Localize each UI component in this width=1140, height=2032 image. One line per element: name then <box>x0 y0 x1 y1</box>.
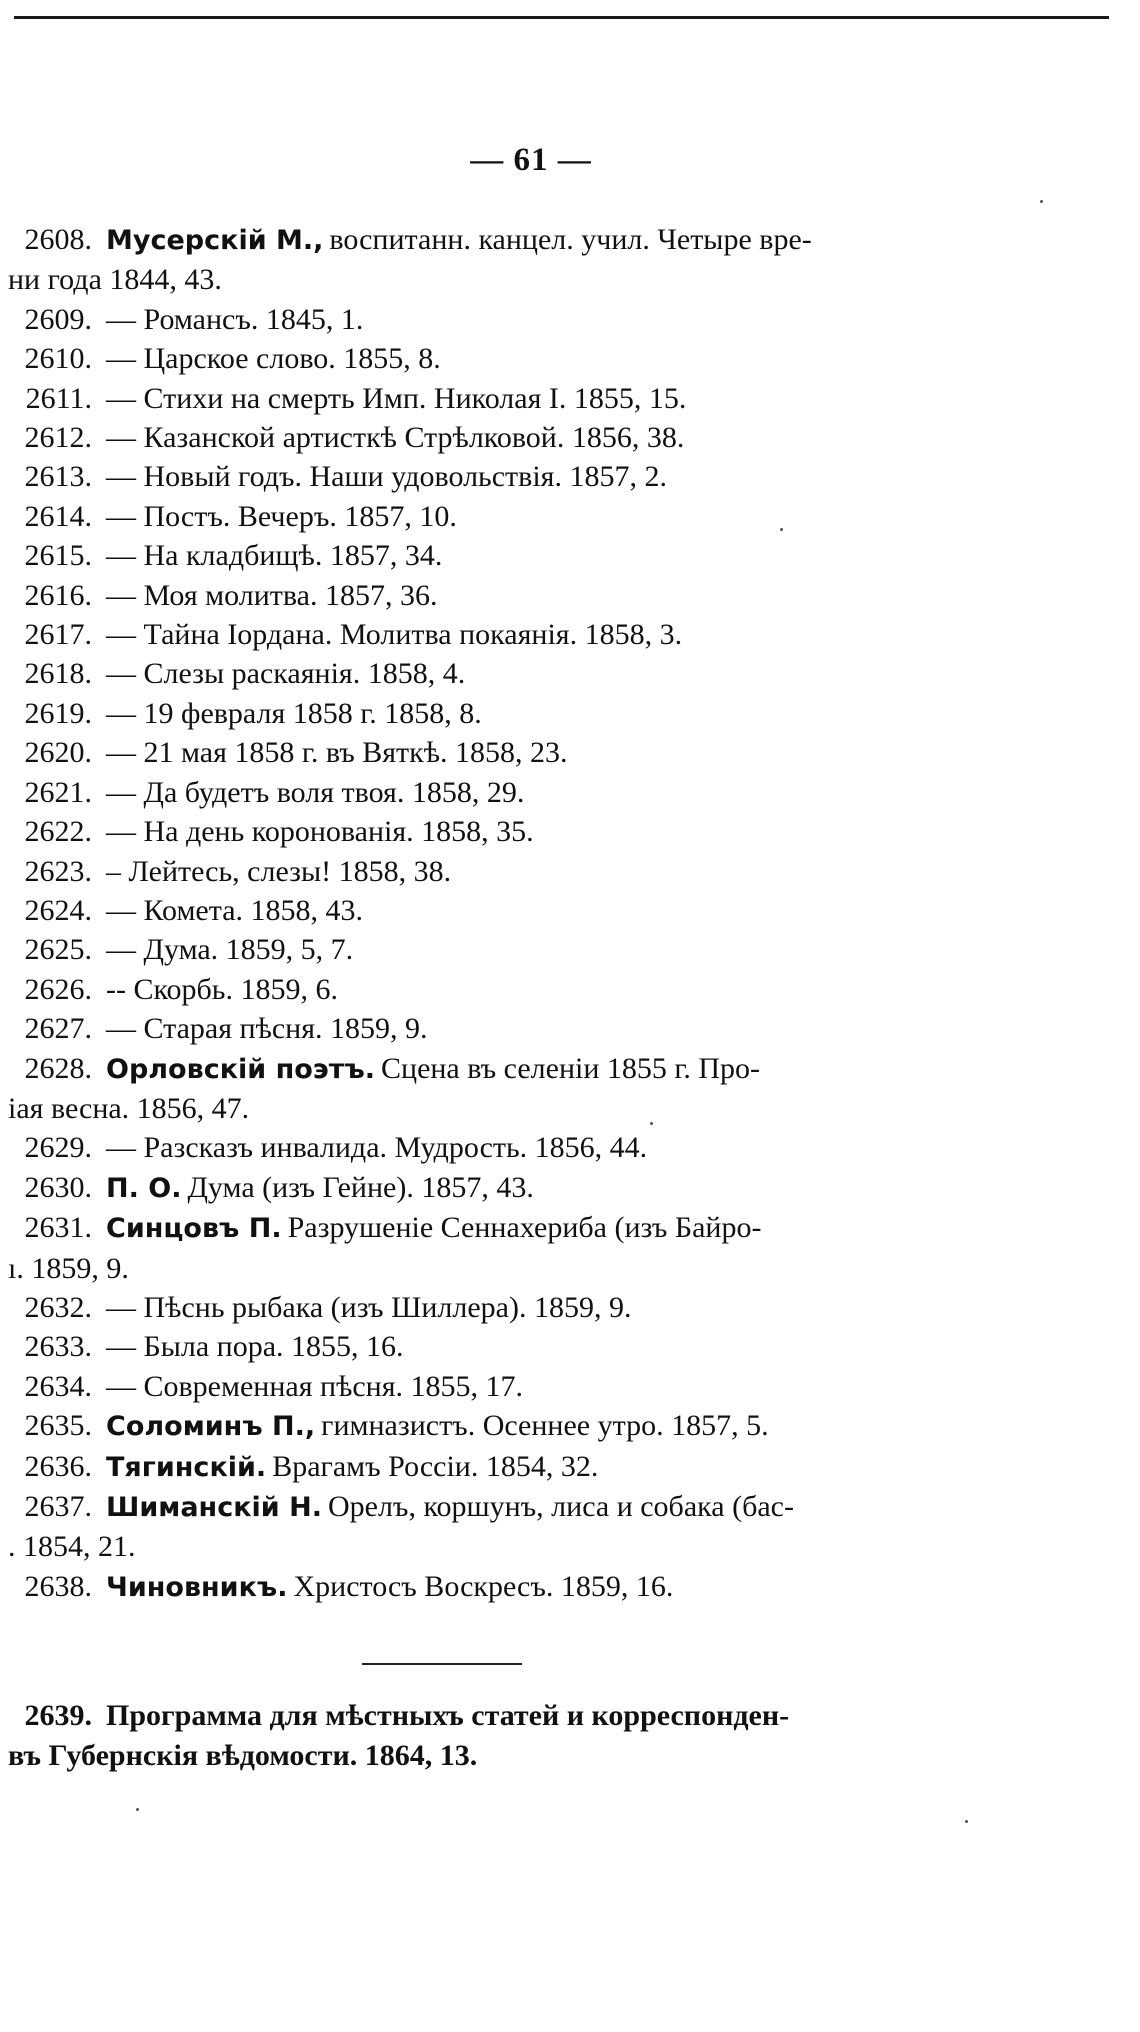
entry-author: Мусерскій М., <box>106 225 324 256</box>
catalog-entry <box>0 1288 940 1327</box>
entry-author: Шиманскій Н. <box>106 1492 322 1523</box>
catalog-entry <box>0 970 940 1009</box>
entry-number: 2638. <box>24 1569 92 1603</box>
entry-number: 2624. <box>24 893 92 927</box>
entry-text: — 21 мая 1858 г. въ Вяткѣ. 1858, 23. <box>106 736 568 770</box>
paper-speck <box>1040 200 1043 203</box>
catalog-entry <box>0 1327 940 1366</box>
catalog-entry <box>0 812 940 851</box>
entry-text: гимназистъ. Осеннее утро. 1857, 5. <box>321 1409 769 1443</box>
catalog-entry <box>0 1208 940 1288</box>
entry-number: 2617. <box>24 618 92 652</box>
entry-text: -- Скорбь. 1859, 6. <box>106 972 338 1006</box>
entry-number: 2634. <box>24 1369 92 1403</box>
entry-text: — Старая пѣсня. 1859, 9. <box>106 1012 428 1046</box>
entry-text: — На кладбищѣ. 1857, 34. <box>106 539 443 573</box>
entry-number: 2608. <box>24 223 92 256</box>
catalog-entry <box>0 1168 940 1208</box>
entry-continuation: ни года 1844, 43. <box>8 263 222 297</box>
catalog-entry <box>0 379 940 418</box>
entry-text: — Пѣснь рыбака (изъ Шиллера). 1859, 9. <box>106 1290 632 1324</box>
entry-text: — Постъ. Вечеръ. 1857, 10. <box>106 499 457 533</box>
catalog-entry <box>0 930 940 969</box>
entry-number: 2632. <box>24 1290 92 1324</box>
entry-number: 2628. <box>24 1051 92 1085</box>
entry-number: 2629. <box>24 1131 92 1165</box>
entry-author: Чиновникъ. <box>106 1571 288 1603</box>
entry-number: 2622. <box>24 815 92 849</box>
catalog-entry <box>0 1487 940 1567</box>
catalog-entry <box>0 497 940 536</box>
entry-text: — Стихи на смерть Имп. Николая I. 1855, 15. <box>106 381 687 415</box>
entry-number: 2626. <box>24 972 92 1006</box>
entry-number: 2627. <box>24 1012 92 1046</box>
entry-number: 2609. <box>24 302 92 336</box>
catalog-entry <box>0 1009 940 1048</box>
entry-number: 2618. <box>24 657 92 691</box>
section-separator <box>362 1663 522 1665</box>
catalog-entry <box>0 615 940 654</box>
entry-text: — Казанской артисткѣ Стрѣлковой. 1856, 38. <box>106 421 685 455</box>
entry-number: 2639. <box>24 1699 92 1732</box>
catalog-entry <box>0 654 940 693</box>
entry-text: — На день коронованія. 1858, 35. <box>106 815 534 849</box>
entry-number: 2623. <box>24 854 92 888</box>
catalog-entry <box>0 1406 940 1446</box>
catalog-entry <box>0 891 940 930</box>
entry-text: — Новый годъ. Наши удовольствія. 1857, 2. <box>106 460 667 494</box>
entry-number: 2613. <box>24 460 92 494</box>
entry-continuation: іая весна. 1856, 47. <box>8 1091 250 1125</box>
entry-number: 2637. <box>24 1490 92 1523</box>
catalog-entry <box>0 457 940 496</box>
paper-speck <box>650 1122 653 1125</box>
entry-author: Соломинъ П., <box>106 1411 316 1443</box>
entry-text: Христосъ Воскресъ. 1859, 16. <box>293 1569 674 1603</box>
entry-text: Дума (изъ Гейне). 1857, 43. <box>187 1170 534 1204</box>
entry-number: 2620. <box>24 736 92 770</box>
final-entry <box>0 1696 940 1776</box>
entry-text: — 19 февраля 1858 г. 1858, 8. <box>106 696 482 730</box>
entry-text: — Царское слово. 1855, 8. <box>106 342 441 376</box>
catalog-entry <box>0 300 940 339</box>
catalog-entry <box>0 1049 940 1129</box>
entry-text: Врагамъ Россіи. 1854, 32. <box>272 1449 599 1483</box>
entry-text: воспитанн. канцел. учил. Четыре вре- <box>329 223 812 256</box>
entry-text: — Тайна Іордана. Молитва покаянія. 1858, 3. <box>106 618 683 652</box>
entry-number: 2616. <box>24 578 92 612</box>
entry-author: П. О. <box>106 1172 182 1204</box>
entry-text: Сцена въ селеніи 1855 г. Про- <box>381 1051 760 1085</box>
catalog-entry <box>0 220 940 300</box>
entry-number: 2619. <box>24 696 92 730</box>
entry-number: 2611. <box>25 381 92 415</box>
entry-text: Программа для мѣстныхъ статей и корреспонден- <box>106 1699 790 1732</box>
catalog-entry <box>0 733 940 772</box>
entry-text: — Современная пѣсня. 1855, 17. <box>106 1369 524 1403</box>
entry-number: 2636. <box>24 1449 92 1483</box>
entry-number: 2633. <box>24 1330 92 1364</box>
entry-text: — Слезы раскаянія. 1858, 4. <box>106 657 466 691</box>
catalog-entry <box>0 694 940 733</box>
entry-text: — Моя молитва. 1857, 36. <box>106 578 438 612</box>
catalog-entry <box>0 536 940 575</box>
entry-continuation: . 1854, 21. <box>8 1530 136 1564</box>
catalog-entry <box>0 576 940 615</box>
entry-number: 2612. <box>24 421 92 455</box>
entry-text: — Была пора. 1855, 16. <box>106 1330 404 1364</box>
entry-author: Синцовъ П. <box>106 1213 282 1245</box>
entry-text: — Разсказъ инвалида. Мудрость. 1856, 44. <box>106 1131 648 1165</box>
catalog-entry <box>0 1567 940 1607</box>
entry-number: 2631. <box>24 1211 92 1245</box>
entry-continuation: ı. 1859, 9. <box>8 1251 129 1285</box>
entry-continuation: въ Губернскія вѣдомости. 1864, 13. <box>8 1739 478 1772</box>
entry-number: 2614. <box>24 499 92 533</box>
catalog-entries <box>0 220 940 1607</box>
catalog-entry <box>0 773 940 812</box>
catalog-entry <box>0 1128 940 1167</box>
entry-number: 2625. <box>24 933 92 967</box>
entry-text: — Романсъ. 1845, 1. <box>106 302 364 336</box>
catalog-entry <box>0 852 940 891</box>
entry-author: Тягинскій. <box>106 1451 267 1483</box>
catalog-entry <box>0 418 940 457</box>
entry-number: 2635. <box>24 1409 92 1443</box>
top-rule <box>14 16 1109 19</box>
page-number: — 61 — <box>470 142 592 178</box>
entry-number: 2621. <box>24 775 92 809</box>
entry-text: – Лейтесь, слезы! 1858, 38. <box>106 854 452 888</box>
catalog-entry <box>0 339 940 378</box>
entry-number: 2630. <box>24 1170 92 1204</box>
entry-number: 2615. <box>24 539 92 573</box>
entry-number: 2610. <box>24 342 92 376</box>
paper-speck <box>136 1808 139 1811</box>
entry-text: — Дума. 1859, 5, 7. <box>106 933 354 967</box>
entry-text: — Да будетъ воля твоя. 1858, 29. <box>106 775 525 809</box>
paper-speck <box>780 528 783 531</box>
entry-text: Разрушеніе Сеннахериба (изъ Байро- <box>287 1211 762 1245</box>
entry-author: Орловскій поэтъ. <box>106 1053 375 1085</box>
entry-text: Орелъ, коршунъ, лиса и собака (бас- <box>327 1490 794 1523</box>
catalog-entry <box>0 1367 940 1406</box>
paper-speck <box>965 1820 968 1823</box>
entry-text: — Комета. 1858, 43. <box>106 893 364 927</box>
catalog-entry <box>0 1447 940 1487</box>
